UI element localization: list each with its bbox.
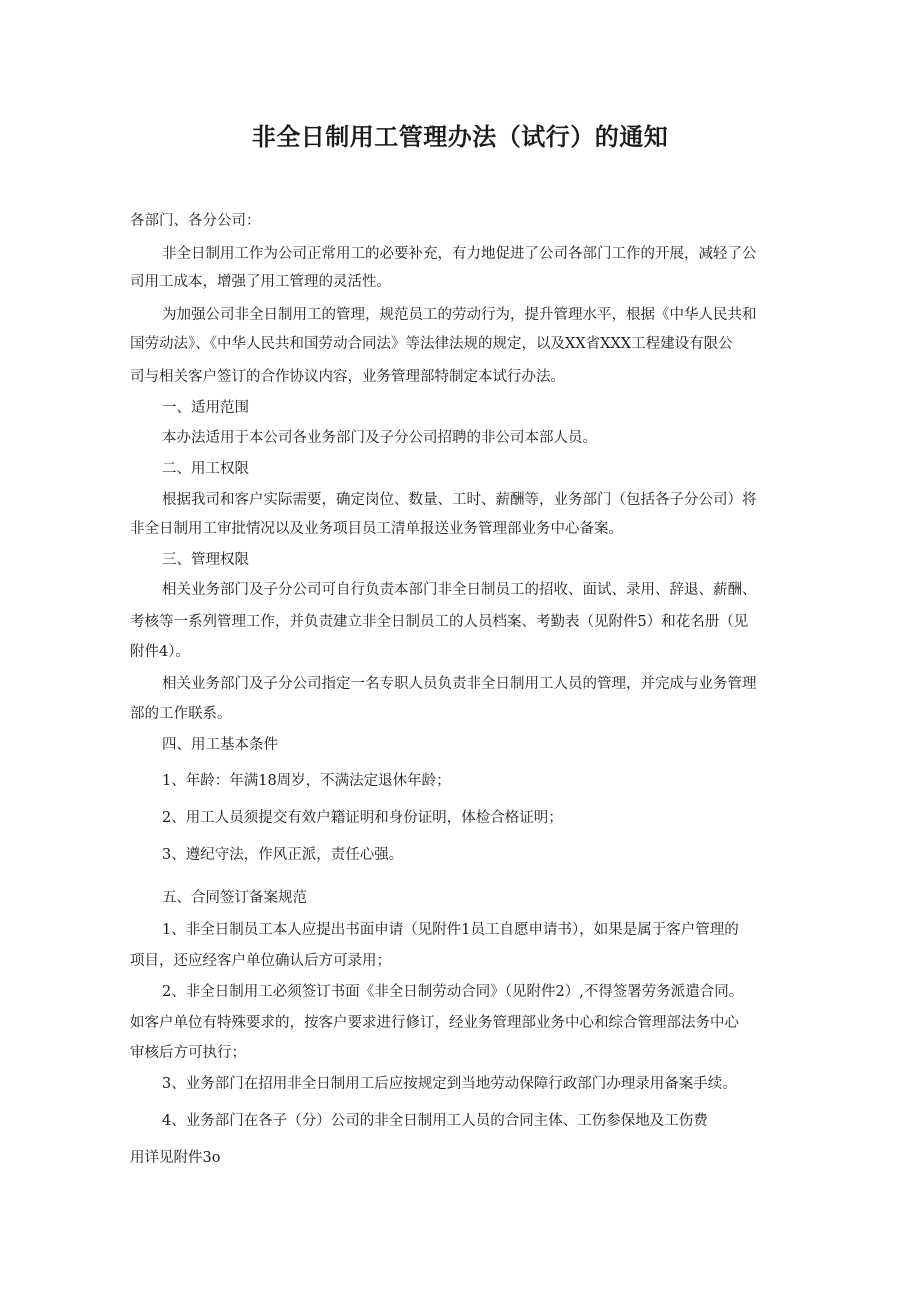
section-heading: 三、管理权限 [162, 552, 249, 568]
paragraph-line: 非全日制用工审批情况以及业务项目员工清单报送业务管理部业务中心备案。 [130, 521, 623, 537]
paragraph-line: 相关业务部门及子分公司可自行负责本部门非全日制员工的招收、面试、录用、辞退、薪酬、 [162, 582, 757, 598]
paragraph-line: 国劳动法》、《中华人民共和国劳动合同法》等法律法规的规定，以及XX省XXX工程建设有限公 [130, 336, 733, 352]
paragraph-line: 如客户单位有特殊要求的，按客户要求进行修订，经业务管理部业务中心和综合管理部法务中心 [130, 1015, 739, 1031]
paragraph-line: 司用工成本，增强了用工管理的灵活性。 [130, 274, 391, 290]
section-heading: 一、适用范围 [162, 400, 249, 416]
paragraph-line: 2、非全日制用工必须签订书面《非全日制劳动合同》（见附件2）,不得签署劳务派遣合同。 [162, 984, 744, 1000]
paragraph-line: 附件4）。 [130, 644, 190, 660]
paragraph-line: 本办法适用于本公司各业务部门及子分公司招聘的非公司本部人员。 [162, 430, 597, 446]
paragraph-line: 司与相关客户签订的合作协议内容，业务管理部特制定本试行办法。 [130, 369, 565, 385]
paragraph-line: 审核后方可执行； [130, 1045, 246, 1061]
paragraph-line: 项目，还应经客户单位确认后方可录用； [130, 953, 391, 969]
paragraph-line: 相关业务部门及子分公司指定一名专职人员负责非全日制用工人员的管理，并完成与业务管理 [162, 676, 757, 692]
paragraph-line: 根据我司和客户实际需要，确定岗位、数量、工时、薪酬等，业务部门（包括各子分公司）将 [162, 492, 757, 508]
paragraph-line: 考核等一系列管理工作，并负责建立非全日制员工的人员档案、考勤表（见附件5）和花名册（见 [130, 614, 749, 630]
condition-item: 1、年龄：年满18周岁，不满法定退休年龄； [162, 773, 451, 789]
paragraph-line: 1、非全日制员工本人应提出书面申请（见附件1员工自愿申请书），如果是属于客户管理的 [162, 922, 739, 938]
condition-item: 3、遵纪守法，作风正派，责任心强。 [162, 847, 404, 863]
section-heading: 四、用工基本条件 [162, 737, 278, 753]
paragraph-line: 4、业务部门在各子（分）公司的非全日制用工人员的合同主体、工伤参保地及工伤费 [162, 1113, 708, 1129]
salutation: 各部门、各分公司： [130, 213, 261, 229]
section-heading: 二、用工权限 [162, 461, 249, 477]
document-title: 非全日制用工管理办法（试行）的通知 [251, 123, 669, 151]
section-heading: 五、合同签订备案规范 [162, 890, 307, 906]
paragraph-line: 非全日制用工作为公司正常用工的必要补充，有力地促进了公司各部门工作的开展，减轻了公 [162, 246, 757, 262]
condition-item: 2、用工人员须提交有效户籍证明和身份证明，体检合格证明； [162, 810, 563, 826]
paragraph-line: 为加强公司非全日制用工的管理，规范员工的劳动行为，提升管理水平，根据《中华人民共和 [162, 307, 757, 323]
paragraph-line: 部的工作联系。 [130, 706, 232, 722]
paragraph-line: 用详见附件3o [130, 1150, 221, 1166]
paragraph-line: 3、业务部门在招用非全日制用工后应按规定到当地劳动保障行政部门办理录用备案手续。 [162, 1076, 737, 1092]
